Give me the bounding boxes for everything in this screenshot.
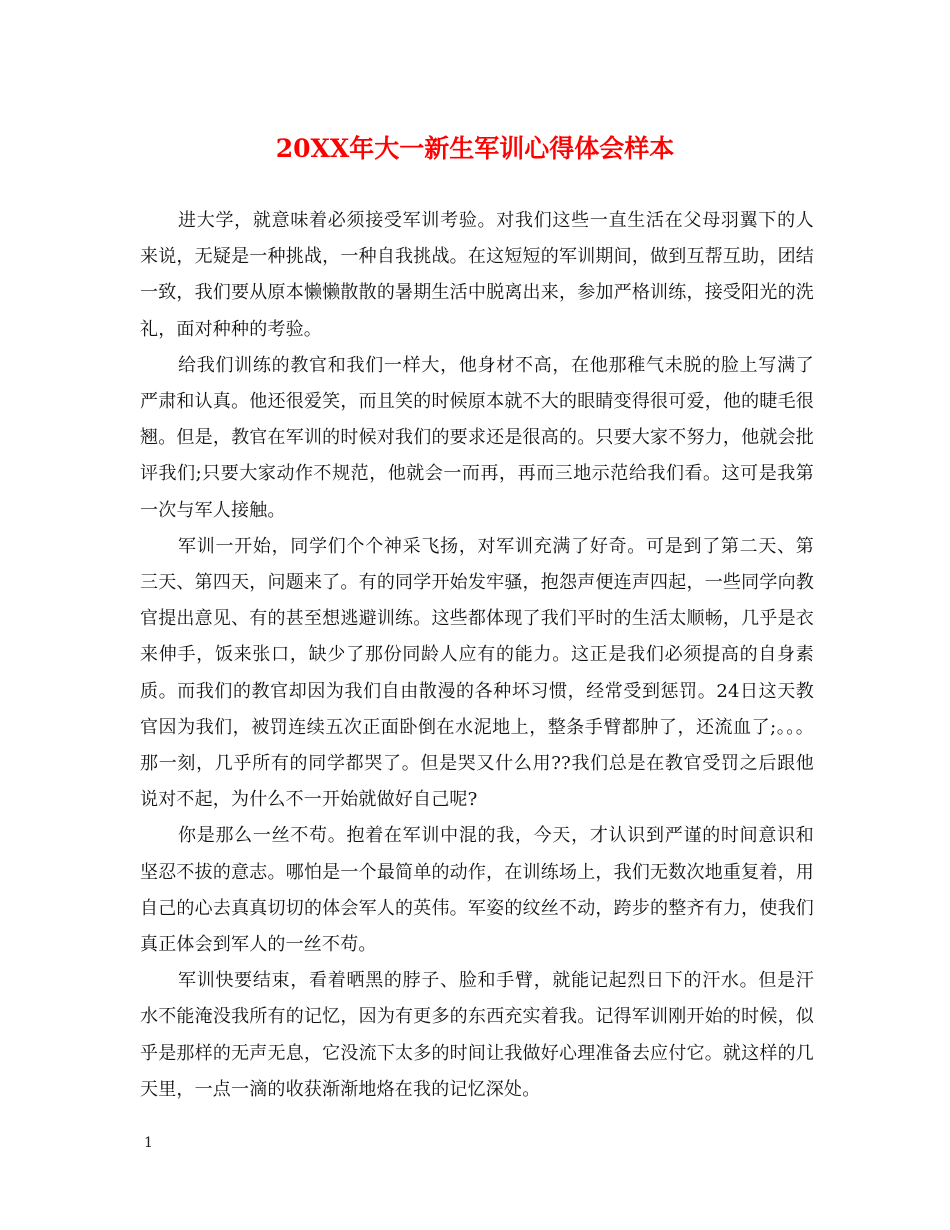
page-number: 1 xyxy=(144,1135,153,1151)
paragraph-2: 给我们训练的教官和我们一样大，他身材不高，在他那稚气未脱的脸上写满了严肃和认真。他还很爱笑，而且笑的时候原本就不大的眼睛变得很可爱，他的睫毛很翘。但是，教官在军训的时候对我们的要求还是很高的。只要大家不努力，他就会批评我们;只要大家动作不规范，他就会一而再，再而三地示范给我们看。这可是我第一次与军人接触。 xyxy=(140,354,814,521)
document-body xyxy=(140,203,814,1108)
paragraph-1: 进大学，就意味着必须接受军训考验。对我们这些一直生活在父母羽翼下的人来说，无疑是一种挑战，一种自我挑战。在这短短的军训期间，做到互帮互助，团结一致，我们要从原本懒懒散散的暑期生活中脱离出来，参加严格训练，接受阳光的洗礼，面对种种的考验。 xyxy=(140,210,814,340)
document-title: 20XX年大一新生军训心得体会样本 xyxy=(275,134,675,163)
paragraph-3: 军训一开始，同学们个个神采飞扬，对军训充满了好奇。可是到了第二天、第三天、第四天，问题来了。有的同学开始发牢骚，抱怨声便连声四起，一些同学向教官提出意见、有的甚至想逃避训练。这些都体现了我们平时的生活太顺畅，几乎是衣来伸手，饭来张口，缺少了那份同龄人应有的能力。这正是我们必须提高的自身素质。而我们的教官却因为我们自由散漫的各种坏习惯，经常受到惩罚。24日这天教官因为我们，被罚连续五次正面卧倒在水泥地上，整条手臂都肿了，还流血了;。。。那一刻，几乎所有的同学都哭了。但是哭又什么用??我们总是在教官受罚之后跟他说对不起，为什么不一开始就做好自己呢? xyxy=(140,535,814,811)
paragraph-4: 你是那么一丝不苟。抱着在军训中混的我，今天，才认识到严谨的时间意识和坚忍不拔的意志。哪怕是一个最简单的动作，在训练场上，我们无数次地重复着，用自己的心去真真切切的体会军人的英伟。军姿的纹丝不动，跨步的整齐有力，使我们真正体会到军人的一丝不苟。 xyxy=(140,825,814,956)
paragraph-5: 军训快要结束，看着晒黑的脖子、脸和手臂，就能记起烈日下的汗水。但是汗水不能淹没我所有的记忆，因为有更多的东西充实着我。记得军训刚开始的时候，似乎是那样的无声无息，它没流下太多的时间让我做好心理准备去应付它。就这样的几天里，一点一滴的收获渐渐地烙在我的记忆深处。 xyxy=(140,970,814,1100)
